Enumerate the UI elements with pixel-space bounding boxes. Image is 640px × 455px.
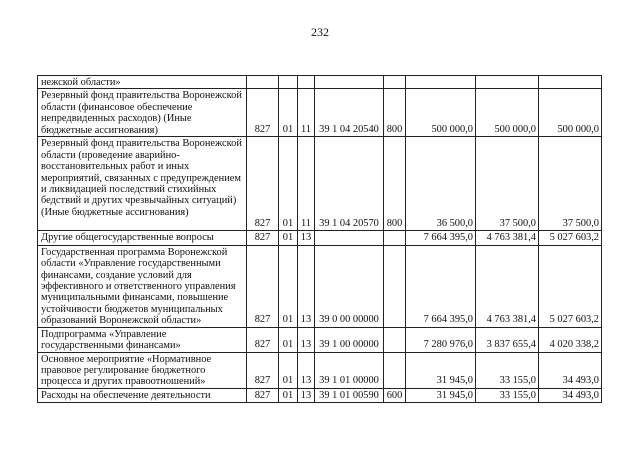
cell-ved: 827 <box>247 245 279 327</box>
cell-year-1: 31 945,0 <box>406 352 476 388</box>
cell-rz: 01 <box>279 137 298 231</box>
cell-pr: 13 <box>298 245 315 327</box>
cell-rz: 01 <box>279 231 298 245</box>
table-row <box>38 76 602 89</box>
cell-year-3: 37 500,0 <box>539 137 602 231</box>
cell-year-2 <box>476 76 539 89</box>
table-row <box>38 388 602 402</box>
table-row <box>38 137 602 231</box>
cell-year-2: 500 000,0 <box>476 89 539 137</box>
cell-year-3: 5 027 603,2 <box>539 231 602 245</box>
row-name: Другие общегосударственные вопросы <box>38 231 247 245</box>
cell-year-2: 4 763 381,4 <box>476 231 539 245</box>
cell-year-2: 3 837 655,4 <box>476 327 539 352</box>
cell-pr: 13 <box>298 388 315 402</box>
cell-year-1 <box>406 76 476 89</box>
cell-year-1: 7 664 395,0 <box>406 245 476 327</box>
cell-ved: 827 <box>247 137 279 231</box>
cell-pr: 13 <box>298 352 315 388</box>
cell-ved: 827 <box>247 89 279 137</box>
table-row <box>38 231 602 245</box>
page-number: 232 <box>311 25 329 39</box>
cell-csr: 39 1 04 20570 <box>315 137 384 231</box>
cell-rz <box>279 76 298 89</box>
cell-year-3: 34 493,0 <box>539 388 602 402</box>
cell-year-2: 33 155,0 <box>476 352 539 388</box>
row-name: Подпрограмма «Управление государственными финансами» <box>38 327 247 352</box>
row-name: Основное мероприятие «Нормативное правовое регулирование бюджетного процесса и других правоотношений» <box>38 352 247 388</box>
cell-csr: 39 1 00 00000 <box>315 327 384 352</box>
cell-vr <box>384 76 406 89</box>
cell-rz: 01 <box>279 352 298 388</box>
cell-year-1: 31 945,0 <box>406 388 476 402</box>
cell-pr: 11 <box>298 137 315 231</box>
cell-year-3: 5 027 603,2 <box>539 245 602 327</box>
table-row <box>38 352 602 388</box>
row-name: Резервный фонд правительства Воронежской области (проведение аварийно-восстановительных работ и иных мероприятий, связанных с предупреждением и ликвидацией последствий стихийных бедствий и других чрезвычайных ситуаций) (Иные бюджетные ассигнования) <box>38 137 247 231</box>
cell-year-1: 7 280 976,0 <box>406 327 476 352</box>
cell-rz: 01 <box>279 388 298 402</box>
cell-year-3: 500 000,0 <box>539 89 602 137</box>
cell-year-2: 37 500,0 <box>476 137 539 231</box>
cell-year-3 <box>539 76 602 89</box>
table-row <box>38 245 602 327</box>
table-row <box>38 327 602 352</box>
cell-ved: 827 <box>247 388 279 402</box>
cell-rz: 01 <box>279 327 298 352</box>
cell-ved: 827 <box>247 327 279 352</box>
cell-year-1: 500 000,0 <box>406 89 476 137</box>
cell-vr: 800 <box>384 137 406 231</box>
cell-vr <box>384 352 406 388</box>
cell-year-1: 7 664 395,0 <box>406 231 476 245</box>
cell-year-2: 4 763 381,4 <box>476 245 539 327</box>
cell-ved: 827 <box>247 352 279 388</box>
cell-vr <box>384 327 406 352</box>
cell-vr <box>384 245 406 327</box>
cell-csr: 39 1 01 00590 <box>315 388 384 402</box>
cell-pr: 13 <box>298 327 315 352</box>
cell-pr <box>298 76 315 89</box>
cell-rz: 01 <box>279 89 298 137</box>
row-name: Резервный фонд правительства Воронежской области (финансовое обеспечение непредвиденных расходов) (Иные бюджетные ассигнования) <box>38 89 247 137</box>
cell-year-3: 4 020 338,2 <box>539 327 602 352</box>
cell-csr: 39 1 04 20540 <box>315 89 384 137</box>
budget-table <box>37 75 602 403</box>
cell-vr: 800 <box>384 89 406 137</box>
cell-csr: 39 0 00 00000 <box>315 245 384 327</box>
cell-rz: 01 <box>279 245 298 327</box>
cell-ved: 827 <box>247 231 279 245</box>
cell-vr <box>384 231 406 245</box>
table-row <box>38 89 602 137</box>
cell-vr: 600 <box>384 388 406 402</box>
cell-pr: 11 <box>298 89 315 137</box>
cell-pr: 13 <box>298 231 315 245</box>
cell-year-2: 33 155,0 <box>476 388 539 402</box>
cell-year-3: 34 493,0 <box>539 352 602 388</box>
cell-csr: 39 1 01 00000 <box>315 352 384 388</box>
cell-ved <box>247 76 279 89</box>
row-name: Государственная программа Воронежской области «Управление государственными финансами, создание условий для эффективного и ответственного управления муниципальными финансами, повышение устойчивости бюджетов муниципальных образований Воронежской области» <box>38 245 247 327</box>
row-name: Расходы на обеспечение деятельности <box>38 388 247 402</box>
cell-csr <box>315 76 384 89</box>
cell-year-1: 36 500,0 <box>406 137 476 231</box>
row-name: нежской области» <box>38 76 247 89</box>
cell-csr <box>315 231 384 245</box>
